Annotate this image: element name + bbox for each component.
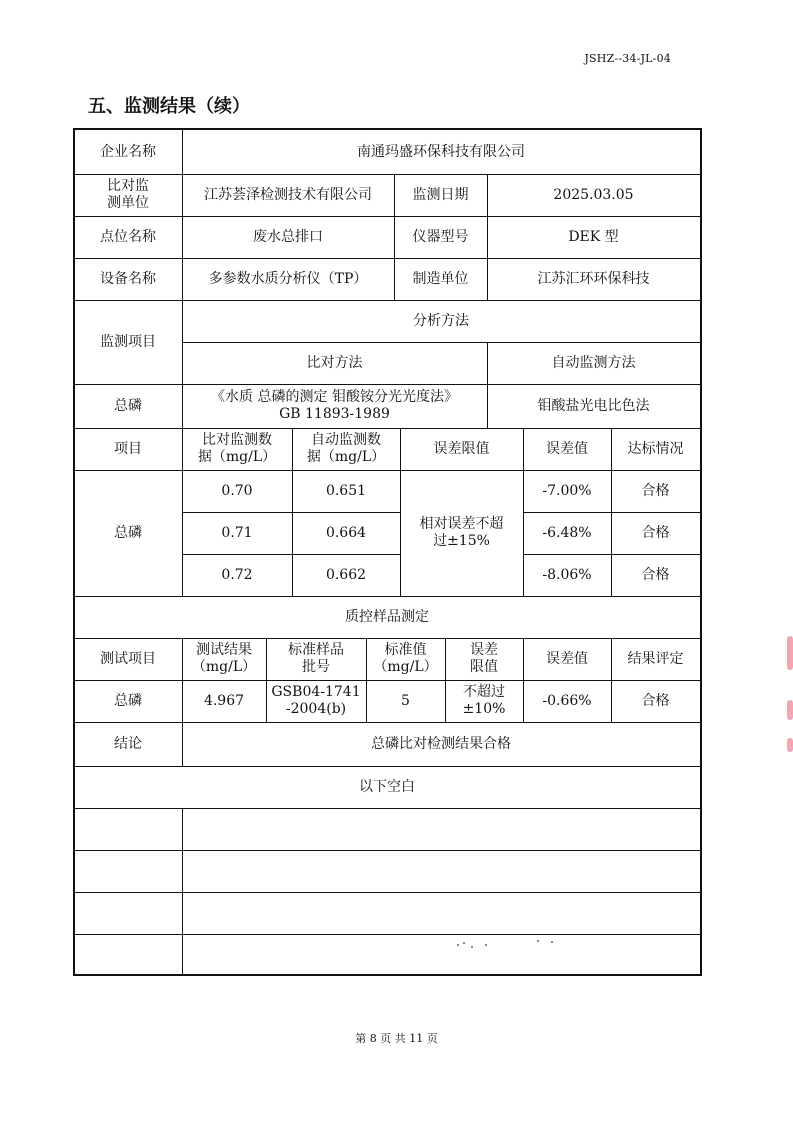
column-divider bbox=[182, 638, 183, 766]
compare-limit: 相对误差不超 过±15% bbox=[419, 516, 504, 549]
table-border-left bbox=[73, 128, 75, 976]
column-divider bbox=[182, 428, 183, 596]
qc-error: -0.66% bbox=[542, 692, 592, 709]
qc-result: 4.967 bbox=[203, 692, 245, 709]
row-divider bbox=[182, 554, 400, 555]
row-divider bbox=[74, 300, 700, 301]
page-footer: 第 8 页 共 11 页 bbox=[355, 1032, 438, 1045]
table-border-bottom bbox=[74, 974, 702, 976]
row-divider bbox=[74, 596, 700, 597]
compare-header-item: 项目 bbox=[114, 440, 142, 457]
qc-limit: 不超过 ±10% bbox=[462, 684, 506, 717]
column-divider bbox=[366, 638, 367, 722]
compare-header-status: 达标情况 bbox=[627, 440, 684, 457]
compare-header-auto: 自动监测数 据（mg/L） bbox=[306, 432, 386, 465]
qc-assessment: 合格 bbox=[641, 692, 670, 709]
column-divider bbox=[523, 428, 524, 596]
row-divider bbox=[74, 258, 700, 259]
qc-header-standard: 标准值 （mg/L） bbox=[373, 642, 438, 675]
column-divider bbox=[523, 638, 524, 722]
compare-row-status: 合格 bbox=[641, 524, 670, 541]
row-divider bbox=[74, 722, 700, 723]
compare-row-error: -6.48% bbox=[542, 524, 592, 541]
qc-standard: 5 bbox=[401, 692, 410, 709]
row-divider bbox=[74, 174, 700, 175]
compare-header-manual: 比对监测数 据（mg/L） bbox=[197, 432, 277, 465]
monitor-date-label: 监测日期 bbox=[412, 186, 469, 203]
qc-header-error: 误差值 bbox=[546, 650, 588, 667]
qc-header-item: 测试项目 bbox=[100, 650, 156, 667]
company-value: 南通玛盛环保科技有限公司 bbox=[357, 143, 525, 160]
qc-title: 质控样品测定 bbox=[345, 608, 429, 625]
row-divider bbox=[74, 216, 700, 217]
column-divider bbox=[292, 428, 293, 596]
qc-item: 总磷 bbox=[114, 692, 142, 709]
compare-method-label: 比对方法 bbox=[306, 354, 363, 371]
compare-row-error: -7.00% bbox=[542, 482, 592, 499]
compare-header-limit: 误差限值 bbox=[433, 440, 490, 457]
row-divider bbox=[182, 342, 700, 343]
table-border-right bbox=[700, 128, 702, 976]
equipment-value: 多参数水质分析仪（TP） bbox=[208, 270, 368, 287]
compare-row-error: -8.06% bbox=[542, 566, 592, 583]
compare-row-manual: 0.71 bbox=[221, 524, 253, 541]
point-label: 点位名称 bbox=[100, 228, 156, 245]
compare-row-manual: 0.70 bbox=[221, 482, 253, 499]
auto-method: 钼酸盐光电比色法 bbox=[537, 397, 650, 414]
table-border-top bbox=[74, 128, 702, 130]
row-divider bbox=[74, 892, 700, 893]
stamp-edge-mark bbox=[787, 700, 793, 720]
qc-header-batch: 标准样品 批号 bbox=[288, 642, 344, 675]
column-divider bbox=[611, 428, 612, 596]
compare-row-status: 合格 bbox=[641, 482, 670, 499]
row-divider bbox=[74, 638, 700, 639]
monitor-item-label: 监测项目 bbox=[100, 333, 156, 350]
qc-batch: GSB04-1741 -2004(b) bbox=[271, 684, 361, 717]
blank-note: 以下空白 bbox=[359, 778, 415, 795]
compare-row-auto: 0.664 bbox=[325, 524, 367, 541]
qc-header-assessment: 结果评定 bbox=[627, 650, 684, 667]
conclusion-label: 结论 bbox=[114, 735, 142, 752]
analysis-method-label: 分析方法 bbox=[413, 312, 469, 329]
column-divider bbox=[182, 808, 183, 976]
row-divider bbox=[74, 850, 700, 851]
row-divider bbox=[182, 512, 400, 513]
stamp-edge-mark bbox=[787, 738, 793, 752]
column-divider bbox=[394, 174, 395, 300]
row-divider bbox=[74, 766, 700, 767]
company-label: 企业名称 bbox=[100, 143, 156, 160]
row-divider bbox=[74, 808, 700, 809]
compare-row-manual: 0.72 bbox=[221, 566, 253, 583]
compare-unit-value: 江苏荟泽检测技术有限公司 bbox=[204, 186, 372, 203]
column-divider bbox=[487, 174, 488, 300]
method-item: 总磷 bbox=[114, 397, 142, 414]
compare-unit-label: 比对监 测单位 bbox=[107, 178, 149, 211]
column-divider bbox=[611, 638, 612, 722]
monitor-date-value: 2025.03.05 bbox=[553, 186, 634, 203]
section-title: 五、监测结果（续） bbox=[88, 96, 250, 117]
instrument-model-label: 仪器型号 bbox=[412, 228, 469, 245]
column-divider bbox=[445, 638, 446, 722]
column-divider bbox=[400, 428, 401, 596]
conclusion-value: 总磷比对检测结果合格 bbox=[371, 735, 511, 752]
compare-row-auto: 0.662 bbox=[325, 566, 367, 583]
compare-row-auto: 0.651 bbox=[325, 482, 367, 499]
compare-header-error: 误差值 bbox=[546, 440, 588, 457]
row-divider bbox=[74, 934, 700, 935]
compare-row-status: 合格 bbox=[641, 566, 670, 583]
row-divider bbox=[74, 680, 700, 681]
manufacturer-label: 制造单位 bbox=[412, 270, 469, 287]
column-divider bbox=[487, 342, 488, 428]
row-divider bbox=[74, 470, 700, 471]
stamp-edge-mark bbox=[787, 636, 793, 670]
row-divider bbox=[74, 428, 700, 429]
scan-specks bbox=[455, 938, 575, 950]
manufacturer-value: 江苏汇环环保科技 bbox=[537, 270, 650, 287]
column-divider bbox=[182, 130, 183, 428]
instrument-model-value: DEK 型 bbox=[568, 228, 619, 245]
point-value: 废水总排口 bbox=[253, 228, 323, 245]
row-divider bbox=[74, 384, 700, 385]
qc-header-result: 测试结果 （mg/L） bbox=[191, 642, 257, 675]
compare-item: 总磷 bbox=[114, 524, 142, 541]
column-divider bbox=[266, 638, 267, 722]
qc-header-limit: 误差 限值 bbox=[470, 642, 498, 675]
compare-method: 《水质 总磷的测定 钼酸铵分光光度法》 GB 11893-1989 bbox=[211, 389, 458, 422]
equipment-label: 设备名称 bbox=[100, 270, 156, 287]
document-code: JSHZ--34-JL-04 bbox=[584, 52, 671, 65]
auto-method-label: 自动监测方法 bbox=[551, 354, 636, 371]
